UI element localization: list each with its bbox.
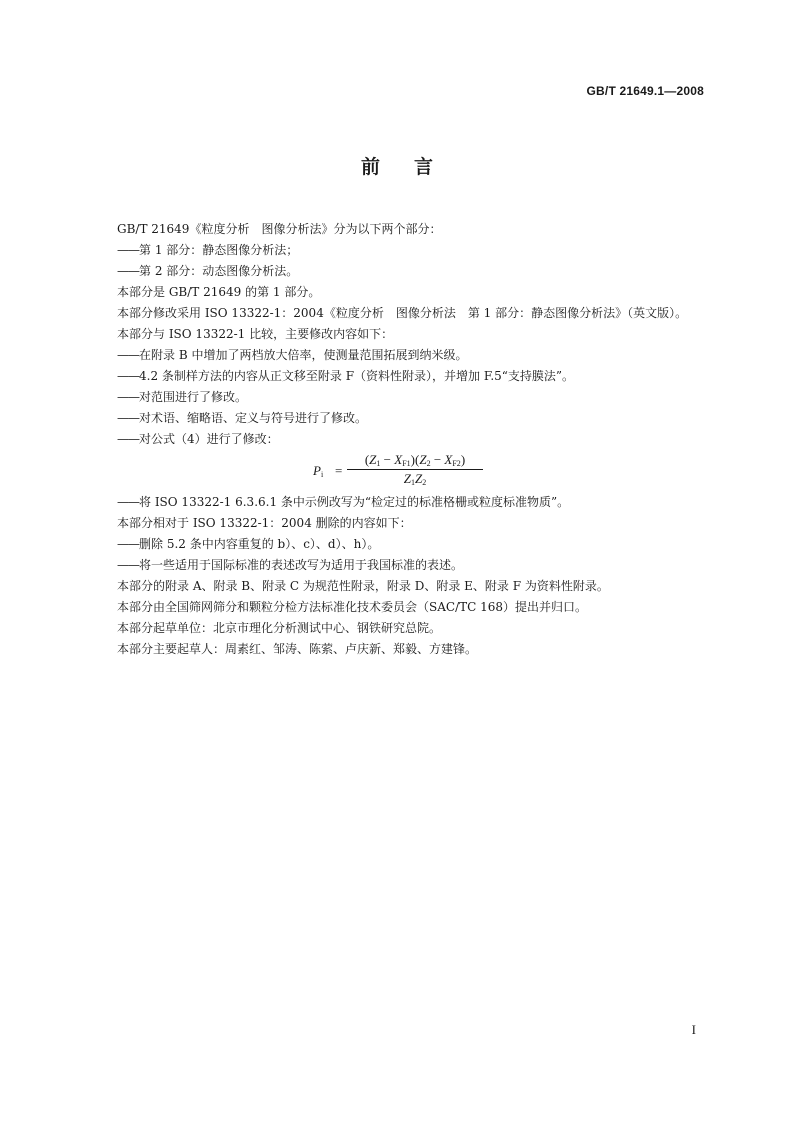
paragraph-line: GB/T 21649《粒度分析 图像分析法》分为以下两个部分： (117, 222, 442, 236)
formula-token: F2 (452, 459, 461, 468)
formula-token: 1 (376, 459, 381, 468)
formula-numerator (347, 452, 483, 470)
paragraph-line: 本部分修改采用 ISO 13322-1：2004《粒度分析 图像分析法 第 1 部分：静态图像分析法》（英文版）。 (117, 306, 688, 320)
list-item: —— 对公式（4）进行了修改： (117, 429, 707, 450)
formula-token: Z (415, 471, 423, 486)
list-item: —— 将一些适用于国际标准的表述改写为适用于我国标准的表述。 (117, 555, 707, 576)
formula-token: X (444, 452, 453, 467)
formula-token: Z (419, 452, 427, 467)
paragraph-line: 本部分主要起草人：周素红、邹涛、陈萦、卢庆新、郑毅、方建锋。 (117, 642, 478, 656)
formula-token: Z (369, 452, 377, 467)
formula-token: − (380, 452, 395, 467)
page-number: I (691, 1022, 696, 1037)
formula-token: 1 (411, 478, 415, 487)
paragraph-line: 本部分的附录 A、附录 B、附录 C 为规范性附录，附录 D、附录 E、附录 F 为资料性附录。 (117, 579, 609, 593)
list-item: —— 对范围进行了修改。 (117, 387, 707, 408)
formula-fraction (347, 452, 483, 487)
paragraph-line: 本部分起草单位：北京市理化分析测试中心、钢铁研究总院。 (117, 621, 442, 635)
paragraph-line: 本部分相对于 ISO 13322-1：2004 删除的内容如下： (117, 516, 412, 530)
list-item: —— 对术语、缩略语、定义与符号进行了修改。 (117, 408, 707, 429)
formula-token: X (394, 452, 403, 467)
standard-number: GB/T 21649.1—2008 (586, 84, 704, 98)
paragraph-line: 本部分是 GB/T 21649 的第 1 部分。 (117, 285, 321, 299)
list-item: —— 删除 5.2 条中内容重复的 b）、c）、d）、h）。 (117, 534, 707, 555)
paragraph-list (117, 219, 707, 450)
formula-token: − (430, 452, 445, 467)
foreword-body (117, 219, 707, 660)
formula-token: Z (403, 471, 411, 486)
formula-lhs: $P_i$ (313, 463, 324, 479)
formula-token: ( (364, 452, 370, 467)
formula-4 (117, 452, 707, 490)
formula-token: 2 (422, 478, 427, 487)
list-item: —— 在附录 B 中增加了两档放大倍率，使测量范围拓展到纳米级。 (117, 345, 707, 366)
paragraph-line: 本部分由全国筛网筛分和颗粒分检方法标准化技术委员会（SAC/TC 168）提出并归口。 (117, 600, 588, 614)
paragraph-list-continued (117, 492, 707, 660)
list-item: —— 第 1 部分：静态图像分析法； (117, 240, 707, 261)
paragraph-line: 本部分与 ISO 13322-1 比较，主要修改内容如下： (117, 327, 394, 341)
list-item: —— 4.2 条制样方法的内容从正文移至附录 F（资料性附录），并增加 F.5“支持膜法”。 (117, 366, 707, 387)
list-item: —— 第 2 部分：动态图像分析法。 (117, 261, 707, 282)
formula-equals: = (335, 463, 343, 478)
formula-denominator (347, 470, 483, 487)
formula-token: )( (410, 452, 420, 467)
formula-token: ) (460, 452, 466, 467)
list-item: —— 将 ISO 13322-1 6.3.6.1 条中示例改写为“检定过的标准格栅或粒度标准物质”。 (117, 492, 707, 513)
formula-token: F1 (402, 459, 411, 468)
formula-token: 2 (426, 459, 431, 468)
page-title: 前言 (360, 156, 467, 178)
